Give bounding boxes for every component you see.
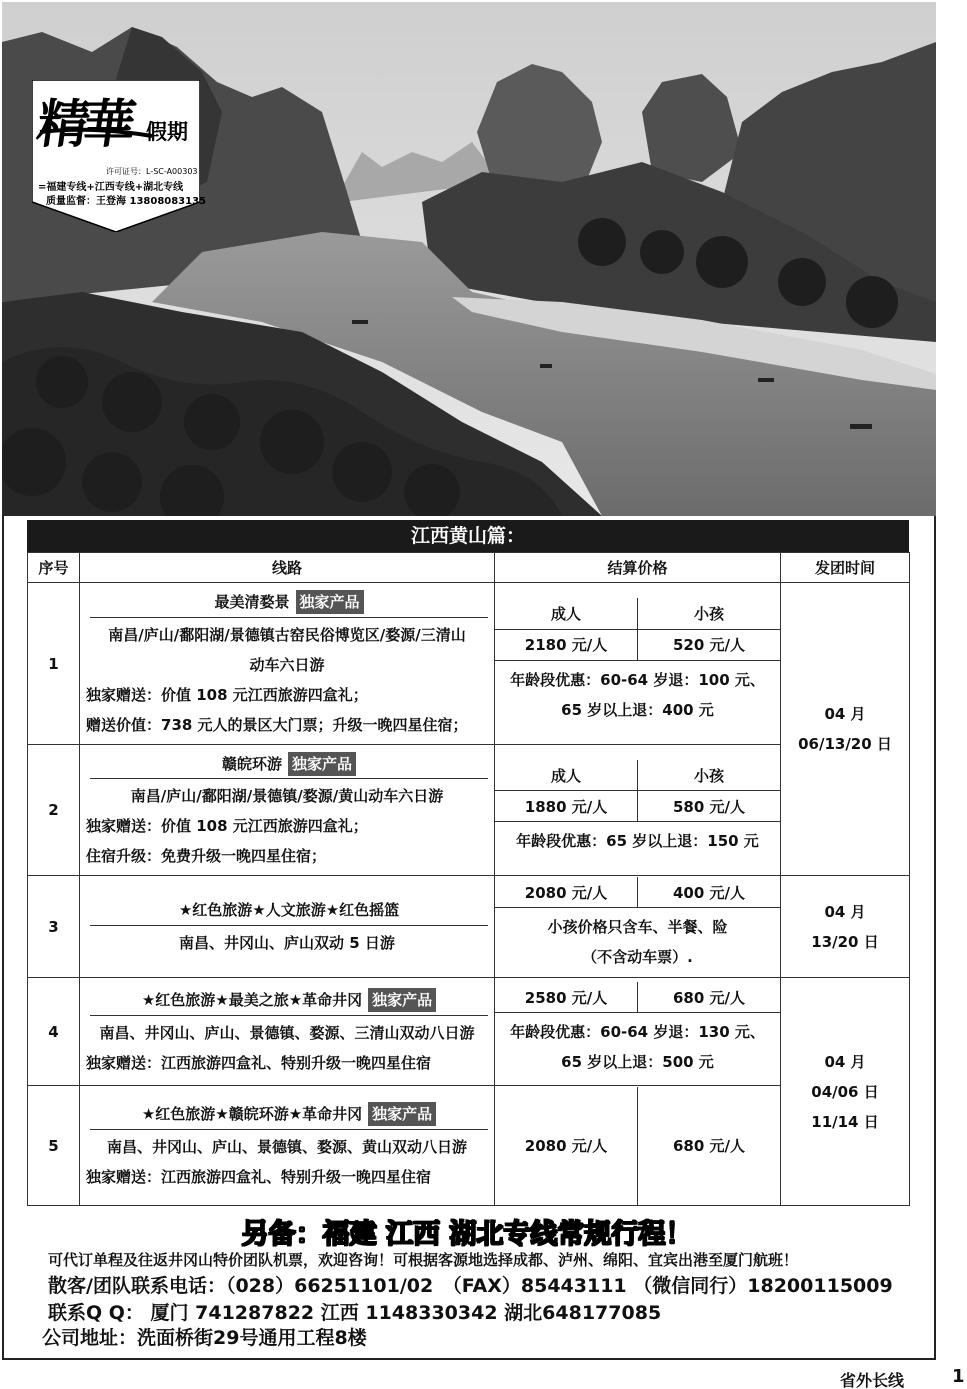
extra-routes-title: 另备：福建 江西 湖北专线常规行程！ [241,1219,693,1250]
logo-lines: =福建专线+江西专线+湖北专线 [38,182,184,193]
child-price: 580 元/人 [638,791,781,822]
departure-cell [781,583,910,876]
logo-sub-text: 假期 [146,120,188,144]
gift-line: 独家赠送：价值 108 元江西旅游四盒礼； [86,685,368,704]
exclusive-badge: 独家产品 [288,752,356,776]
ticket-info: 可代订单程及往返井冈山特价团队机票，欢迎咨询！可根据客源地选择成都、泸州、绵阳、宜宾出港至厦门航班！ [48,1251,799,1269]
logo-brand-text: 精華 [33,94,134,155]
gift-line: 独家赠送：江西旅游四盒礼、特别升级一晚四星住宿 [86,1167,432,1186]
price-label-row [495,760,780,791]
price-grid [495,760,780,861]
route-cell [80,876,495,978]
price-note-line: 65 岁以上退：500 元 [561,1053,714,1072]
price-cell [495,583,781,745]
price-note [495,660,780,729]
price-cell [495,1086,781,1206]
page-number: 1 [952,1366,965,1387]
gift-line: 独家赠送：价值 108 元江西旅游四盒礼； [86,817,368,835]
price-grid [495,598,780,729]
brand-logo [32,80,207,232]
contact-qq: 联系Q Q： 厦门 741287822 江西 1148330342 湖北648177085 [48,1302,662,1324]
header-route: 线路 [80,553,495,583]
departure-line: 11/14 日 [811,1112,879,1131]
child-price: 400 元/人 [638,877,781,908]
child-price: 520 元/人 [638,629,781,660]
route-line: 南昌、井冈山、庐山、景德镇、婺源、三清山双动八日游 [99,1023,475,1042]
route-cell [80,1086,495,1206]
header-departure: 发团时间 [781,553,910,583]
price-note-line: （不含动车票）. [582,948,693,967]
table-row [28,876,910,978]
row-number: 2 [28,745,80,876]
exclusive-badge: 独家产品 [296,590,364,614]
route-line: 南昌/庐山/鄱阳湖/景德镇古窑民俗博览区/婺源/三清山 [108,625,466,644]
price-note-line: 年龄段优惠：60-64 岁退：130 元、 [510,1023,765,1042]
exclusive-badge: 独家产品 [368,1102,436,1126]
adult-price: 2580 元/人 [495,982,638,1013]
price-note [495,822,780,861]
route-title: ★红色旅游★人文旅游★红色摇篮 [178,901,400,919]
table-row [28,745,910,876]
route-cell [80,978,495,1086]
route-title: ★红色旅游★最美之旅★革命井冈 [141,991,363,1009]
route-line: 南昌/庐山/鄱阳湖/景德镇/婺源/黄山动车六日游 [130,787,444,805]
price-note [495,1013,780,1082]
adult-label: 成人 [495,598,638,629]
price-label-row [495,598,780,629]
departure-line: 04 月 [824,902,866,921]
departure-cell [781,978,910,1206]
departure-line: 04/06 日 [811,1082,879,1101]
price-note-line: 小孩价格只含车、半餐、险 [547,918,728,937]
table-row [28,583,910,745]
price-cell [495,876,781,978]
price-value-row [495,629,780,660]
departure-line: 06/13/20 日 [798,735,892,753]
contact-phone: 散客/团队联系电话：（028）66251101/02 （FAX）85443111 （微信同行）18200115009 [48,1275,893,1297]
row-number: 1 [28,583,80,745]
table-header-row [28,553,910,583]
exclusive-badge: 独家产品 [368,988,436,1012]
price-note-row [495,908,780,977]
route-title: 赣皖环游 [221,754,282,773]
price-note [495,908,780,977]
table-row [28,1086,910,1206]
price-note-row [495,660,780,729]
company-address: 公司地址：洗面桥街29号通用工程8楼 [42,1327,367,1349]
logo-license: 许可证号：L-SC-A00303 [106,167,198,176]
price-value-row [495,982,780,1013]
route-title-line [90,1100,488,1130]
itinerary-table [27,552,910,1206]
route-cell [80,583,495,745]
price-note-line: 年龄段优惠：60-64 岁退：100 元、 [510,670,765,689]
section-title: 江西黄山篇： [27,520,909,552]
price-note-row [495,1013,780,1082]
departure-cell [781,876,910,978]
adult-price: 2080 元/人 [524,1137,608,1155]
child-label: 小孩 [638,598,781,629]
price-value-row [495,1087,780,1205]
route-line: 南昌、井冈山、庐山双动 5 日游 [179,933,395,952]
route-line: 动车六日游 [249,655,325,674]
row-number: 3 [28,876,80,978]
header-price: 结算价格 [495,553,781,583]
adult-price: 1880 元/人 [495,791,638,822]
row-number: 4 [28,978,80,1086]
gift-line: 住宿升级：免费升级一晚四星住宿； [86,847,327,865]
price-note-row [495,822,780,861]
gift-line: 赠送价值：738 元人的景区大门票；升级一晚四星住宿； [86,715,468,734]
route-title: ★红色旅游★赣皖环游★革命井冈 [141,1105,363,1123]
price-grid [495,877,780,977]
price-grid [495,1087,780,1205]
route-title-line [90,588,488,618]
price-value-row [495,791,780,822]
header-no: 序号 [28,553,80,583]
logo-quality-contact: 质量监督：王登海 13808083135 [46,196,207,207]
row-number: 5 [28,1086,80,1206]
table-row [28,978,910,1086]
departure-line: 04 月 [824,1052,866,1071]
footer-tag: 省外长线 [840,1371,905,1389]
price-cell [495,978,781,1086]
route-title-line [90,986,488,1016]
adult-label: 成人 [495,760,638,791]
gift-line: 独家赠送：江西旅游四盒礼、特别升级一晚四星住宿 [86,1053,432,1072]
child-price: 680 元/人 [638,982,781,1013]
price-value-row [495,877,780,908]
price-note-line: 65 岁以上退：400 元 [561,700,714,719]
departure-line: 04 月 [824,705,866,723]
route-title-line [90,749,488,779]
departure-line: 13/20 日 [811,932,879,951]
route-cell [80,745,495,876]
child-label: 小孩 [638,760,781,791]
price-grid [495,982,780,1082]
adult-price: 2180 元/人 [495,629,638,660]
itinerary-section [27,520,909,1206]
route-title-line [90,896,488,926]
price-cell [495,745,781,876]
adult-price: 2080 元/人 [495,877,638,908]
route-title: 最美清婺景 [214,593,290,611]
route-line: 南昌、井冈山、庐山、景德镇、婺源、黄山双动八日游 [106,1137,467,1156]
price-note-line: 年龄段优惠：65 岁以上退：150 元 [516,832,759,851]
child-price: 680 元/人 [638,1087,781,1205]
